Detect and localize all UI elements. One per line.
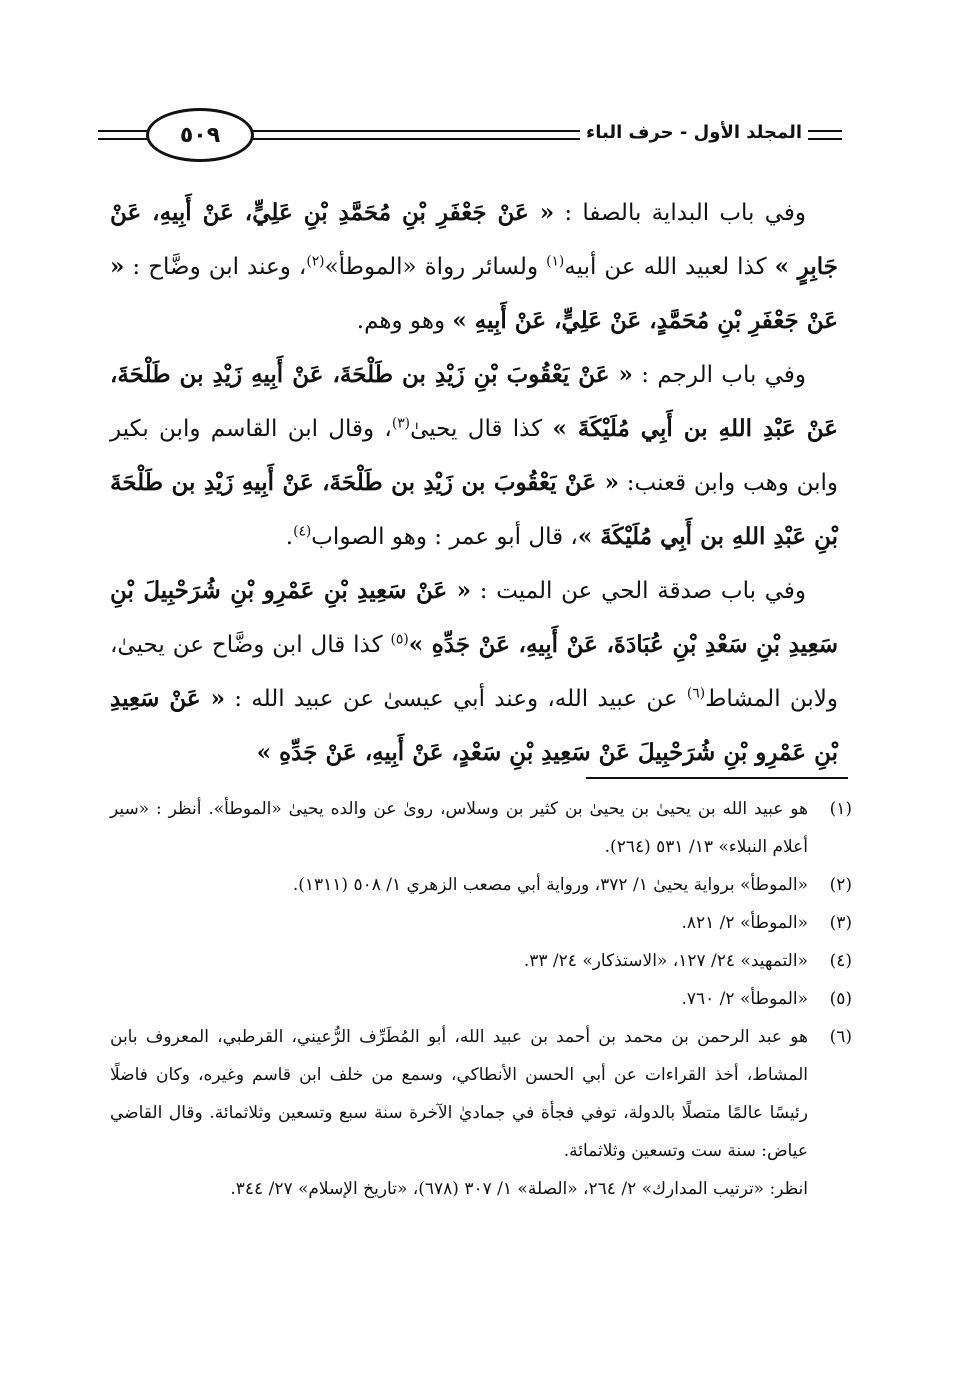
text: ، وقال ابن القاسم وابن بكير وابن وهب وابن قعنب: [110,416,838,496]
text: وفي باب صدقة الحي عن الميت : [471,578,806,604]
paragraph [110,564,838,780]
footnote-ref: (٥) [390,631,409,648]
text: وهو وهم. [356,308,453,334]
footnote-text: «الموطأ» ٢/ ٧٦٠. [681,989,808,1009]
footnote-number: (٢) [829,875,852,895]
main-text [110,186,838,780]
footnote-number: (٦) [829,1027,852,1047]
footnotes [110,790,852,1208]
footnote [110,942,852,980]
text: ، قال أبو عمر : وهو الصواب [311,524,578,550]
footnote-number [808,1170,852,1208]
text: . [285,524,294,550]
footnote-ref: (٤) [293,523,312,540]
hadith-chain: « عَنْ يَعْقُوبَ بْنِ زَيْدِ بن طَلْحَةَ، عَنْ أَبِيهِ زَيْدِ بن طَلْحَةَ، عَنْ عَبْدِ اللهِ بن أَبِي مُلَيْكَةَ » [110,361,838,442]
footnote-text: «التمهيد» ٢٤/ ١٢٧، «الاستذكار» ٢٤/ ٣٣. [523,951,808,971]
footnote-number: (٣) [829,913,852,933]
text: وفي باب البداية بالصفا : [554,200,806,226]
text: كذا لعبيد الله عن أبيه [564,254,775,280]
hadith-chain: « عَنْ جَعْفَرِ بْنِ مُحَمَّدِ بْنِ عَلِيٍّ، عَنْ أَبِيهِ، عَنْ جَابِرٍ » [110,199,838,280]
footnote-text: انظر: «ترتيب المدارك» ٢/ ٢٦٤، «الصلة» ١/ ٣٠٧ (٦٧٨)، «تاريخ الإسلام» ٢٧/ ٣٤٤. [230,1179,808,1199]
footnote [110,980,852,1018]
text: كذا قال يحيىٰ [410,416,553,442]
footnote-text: هو عبيد الله بن يحيىٰ بن يحيىٰ بن كثير بن وسلاس، روىٰ عن والده يحيىٰ «الموطأ». أنظر : «سير أعلام النبلاء» ١٣/ ٥٣١ (٢٦٤). [110,799,808,857]
page-header [98,108,842,166]
footnote-text: «الموطأ» ٢/ ٨٢١. [681,913,808,933]
running-title: المجلد الأول - حرف الباء [580,122,808,143]
text: ولسائر رواة «الموطأ» [324,254,547,280]
hadith-chain: « عَنْ يَعْقُوبَ بن زَيْدِ بن طَلْحَةَ، عَنْ أَبِيهِ زَيْدِ بن طَلْحَةَ بْنِ عَبْدِ اللهِ بن أَبِي مُلَيْكَةَ » [110,469,838,550]
footnote-number: (٥) [829,989,852,1009]
paragraph [110,186,838,348]
hadith-chain: « عَنْ سَعِيدِ بْنِ عَمْرِو بْنِ شُرَحْبِيلَ بْنِ سَعِيدِ بْنِ سَعْدِ بْنِ عُبَادَةَ، عَنْ أَبِيهِ، عَنْ جَدِّهِ » [110,577,838,658]
footnote-separator [586,777,848,779]
paragraph [110,348,838,564]
footnote [110,790,852,866]
footnote [110,1018,852,1170]
footnote-ref: (١) [546,253,565,270]
text: ، وعند ابن وضَّاح : [124,254,307,280]
footnote-text: «الموطأ» برواية يحيىٰ ١/ ٣٧٢، ورواية أبي مصعب الزهري ١/ ٥٠٨ (١٣١١). [292,875,808,895]
footnote [110,866,852,904]
text: وفي باب الرجم : [632,362,806,388]
hadith-chain: « عَنْ سَعِيدِ بْنِ عَمْرِو بْنِ شُرَحْبِيلَ عَنْ سَعِيدِ بْنِ سَعْدٍ، عَنْ أَبِيهِ، عَنْ جَدِّهِ » [110,685,838,766]
footnote-ref: (٢) [306,253,325,270]
footnote-number: (١) [829,799,852,819]
text: كذا قال ابن وضَّاح عن يحيىٰ، ولابن المشاط [110,632,838,712]
footnote [110,904,852,942]
text: عن عبيد الله، وعند أبي عيسىٰ عن عبيد الله : [224,686,687,712]
footnote-number: (٤) [829,951,852,971]
footnote-text: هو عبد الرحمن بن محمد بن أحمد بن عبيد الله، أبو المُطَرِّف الرُّعيني، القرطبي، المعروف بابن المشاط، أخذ القراءات عن أبي الحسن الأنطاكي، وسمع من خلف ابن قاسم وغيره، وكان فاضلًا رئيسًا عالمًا متصلًا بالدولة، توفي فجأة في جماديٰ الآخرة سنة سبع وتسعين وثلاثمائة. وقال القاضي عياض: سنة ست وتسعين وثلاثمائة. [110,1027,808,1161]
footnote-reference [110,1170,852,1208]
footnote-ref: (٣) [391,415,411,432]
page-number: ٥٠٩ [146,108,254,162]
footnote-ref: (٦) [686,685,706,702]
hadith-chain: « عَنْ جَعْفَرِ بْنِ مُحَمَّدٍ، عَنْ عَلِيٍّ، عَنْ أَبِيهِ » [110,253,838,334]
